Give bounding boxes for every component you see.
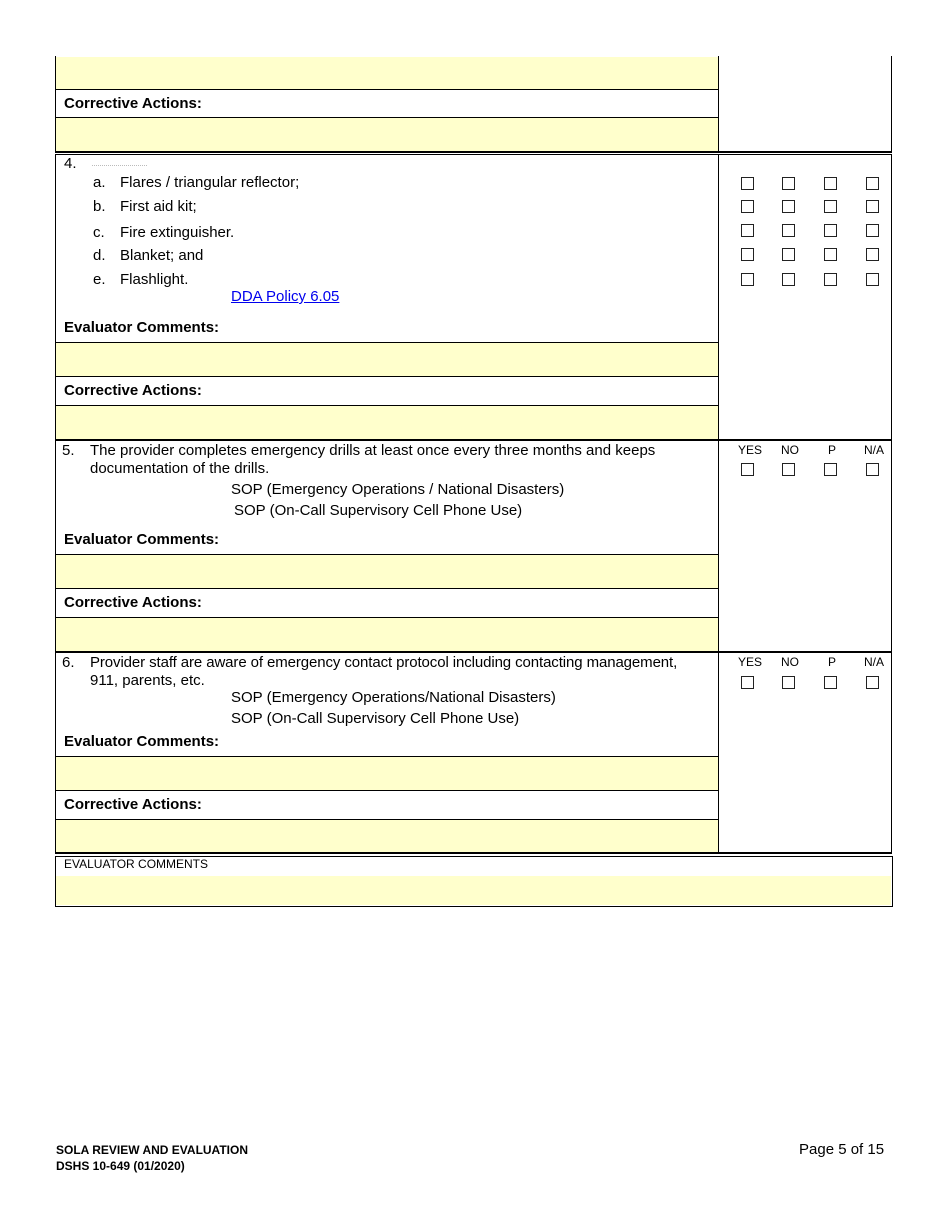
evaluator-comments-field-3[interactable] (56, 57, 718, 89)
section-top-border (55, 154, 892, 155)
item-4b-text: First aid kit; (120, 198, 197, 215)
item-6-p-header: P (827, 655, 836, 669)
item-5-p-checkbox[interactable] (824, 463, 837, 476)
item-4d-letter: d. (93, 247, 106, 264)
item-6-text-line2: 911, parents, etc. (90, 672, 205, 689)
evaluator-comments-label-4: Evaluator Comments: (64, 319, 220, 336)
item-6-sop-ref-2: SOP (On-Call Supervisory Cell Phone Use) (231, 710, 520, 727)
item-4c-na-checkbox[interactable] (866, 224, 879, 237)
item-4c-p-checkbox[interactable] (824, 224, 837, 237)
table-border-right (891, 441, 892, 651)
footer-form-title: SOLA REVIEW AND EVALUATION (56, 1143, 248, 1157)
table-divider (718, 154, 719, 440)
item-4a-p-checkbox[interactable] (824, 177, 837, 190)
item-4b-p-checkbox[interactable] (824, 200, 837, 213)
item-4a-na-checkbox[interactable] (866, 177, 879, 190)
evaluator-comments-field-4[interactable] (56, 343, 718, 376)
row-divider (55, 376, 718, 377)
corrective-actions-field-6[interactable] (56, 820, 718, 852)
item-4d-text: Blanket; and (120, 247, 204, 264)
evaluator-comments-field-6[interactable] (56, 757, 718, 790)
item-5-sop-ref-2: SOP (On-Call Supervisory Cell Phone Use) (234, 502, 523, 519)
evaluator-comments-field-5[interactable] (56, 555, 718, 588)
item-6-no-header: NO (781, 655, 799, 669)
item-4b-na-checkbox[interactable] (866, 200, 879, 213)
section-divider (55, 439, 892, 441)
row-divider (55, 89, 718, 90)
item-4c-text: Fire extinguisher. (120, 224, 235, 241)
item-5-text-line1: The provider completes emergency drills at least once every three months and keeps (90, 442, 656, 459)
item-4c-yes-checkbox[interactable] (741, 224, 754, 237)
item-6-na-checkbox[interactable] (866, 676, 879, 689)
item-4c-letter: c. (93, 224, 105, 241)
item-4d-no-checkbox[interactable] (782, 248, 795, 261)
item-5-na-checkbox[interactable] (866, 463, 879, 476)
corrective-actions-label-6: Corrective Actions: (64, 796, 202, 813)
item-4b-no-checkbox[interactable] (782, 200, 795, 213)
corrective-actions-field-4[interactable] (56, 406, 718, 439)
item-4e-yes-checkbox[interactable] (741, 273, 754, 286)
item-4b-letter: b. (93, 198, 106, 215)
table-border-right (891, 154, 892, 440)
item-5-no-header: NO (781, 443, 799, 457)
footer-form-number: DSHS 10-649 (01/2020) (56, 1159, 185, 1173)
corrective-actions-label-3: Corrective Actions: (64, 95, 202, 112)
item-6-p-checkbox[interactable] (824, 676, 837, 689)
item-4a-letter: a. (93, 174, 106, 191)
item-6-yes-checkbox[interactable] (741, 676, 754, 689)
item-6-number: 6. (62, 654, 75, 671)
section-divider (55, 151, 892, 153)
page-number: Page 5 of 15 (799, 1141, 885, 1158)
corrective-actions-label-4: Corrective Actions: (64, 382, 202, 399)
item-4e-letter: e. (93, 271, 106, 288)
item-4a-text: Flares / triangular reflector; (120, 174, 300, 191)
evaluator-comments-title: EVALUATOR COMMENTS (64, 857, 209, 871)
item-5-p-header: P (827, 443, 836, 457)
table-border-right (891, 653, 892, 853)
item-4e-na-checkbox[interactable] (866, 273, 879, 286)
item-5-text-line2: documentation of the drills. (90, 460, 270, 477)
item-4d-yes-checkbox[interactable] (741, 248, 754, 261)
item-5-number: 5. (62, 442, 75, 459)
evaluator-comments-label-5: Evaluator Comments: (64, 531, 220, 548)
table-divider (718, 441, 719, 651)
item-4d-p-checkbox[interactable] (824, 248, 837, 261)
item-5-sop-ref-1: SOP (Emergency Operations / National Disasters) (231, 481, 565, 498)
row-divider (55, 588, 718, 589)
section-divider (55, 852, 892, 854)
corrective-actions-field-3[interactable] (56, 118, 718, 151)
evaluator-comments-field[interactable] (56, 876, 891, 905)
item-6-sop-ref-1: SOP (Emergency Operations/National Disasters) (231, 689, 556, 706)
corrective-actions-label-5: Corrective Actions: (64, 594, 202, 611)
item-5-yes-header: YES (737, 443, 762, 457)
row-divider (55, 790, 718, 791)
item-4a-yes-checkbox[interactable] (741, 177, 754, 190)
item-5-na-header: N/A (863, 443, 884, 457)
item-4e-no-checkbox[interactable] (782, 273, 795, 286)
item-4d-na-checkbox[interactable] (866, 248, 879, 261)
item-6-no-checkbox[interactable] (782, 676, 795, 689)
table-border-right (891, 56, 892, 152)
evaluator-comments-label-6: Evaluator Comments: (64, 733, 220, 750)
dda-policy-link[interactable]: DDA Policy 6.05 (231, 288, 340, 305)
item-4c-no-checkbox[interactable] (782, 224, 795, 237)
item-5-no-checkbox[interactable] (782, 463, 795, 476)
item-4e-p-checkbox[interactable] (824, 273, 837, 286)
item-4e-text: Flashlight. (120, 271, 189, 288)
corrective-actions-field-5[interactable] (56, 618, 718, 651)
table-divider (718, 653, 719, 853)
section-divider (55, 651, 892, 653)
item-4a-no-checkbox[interactable] (782, 177, 795, 190)
item-6-na-header: N/A (863, 655, 884, 669)
item-5-yes-checkbox[interactable] (741, 463, 754, 476)
item-4-hidden-text (92, 165, 147, 166)
item-4b-yes-checkbox[interactable] (741, 200, 754, 213)
table-border-left (55, 154, 56, 440)
item-6-text-line1: Provider staff are aware of emergency contact protocol including contacting management, (90, 654, 678, 671)
item-4-number: 4. (64, 155, 77, 172)
item-6-yes-header: YES (737, 655, 762, 669)
table-divider (718, 56, 719, 152)
